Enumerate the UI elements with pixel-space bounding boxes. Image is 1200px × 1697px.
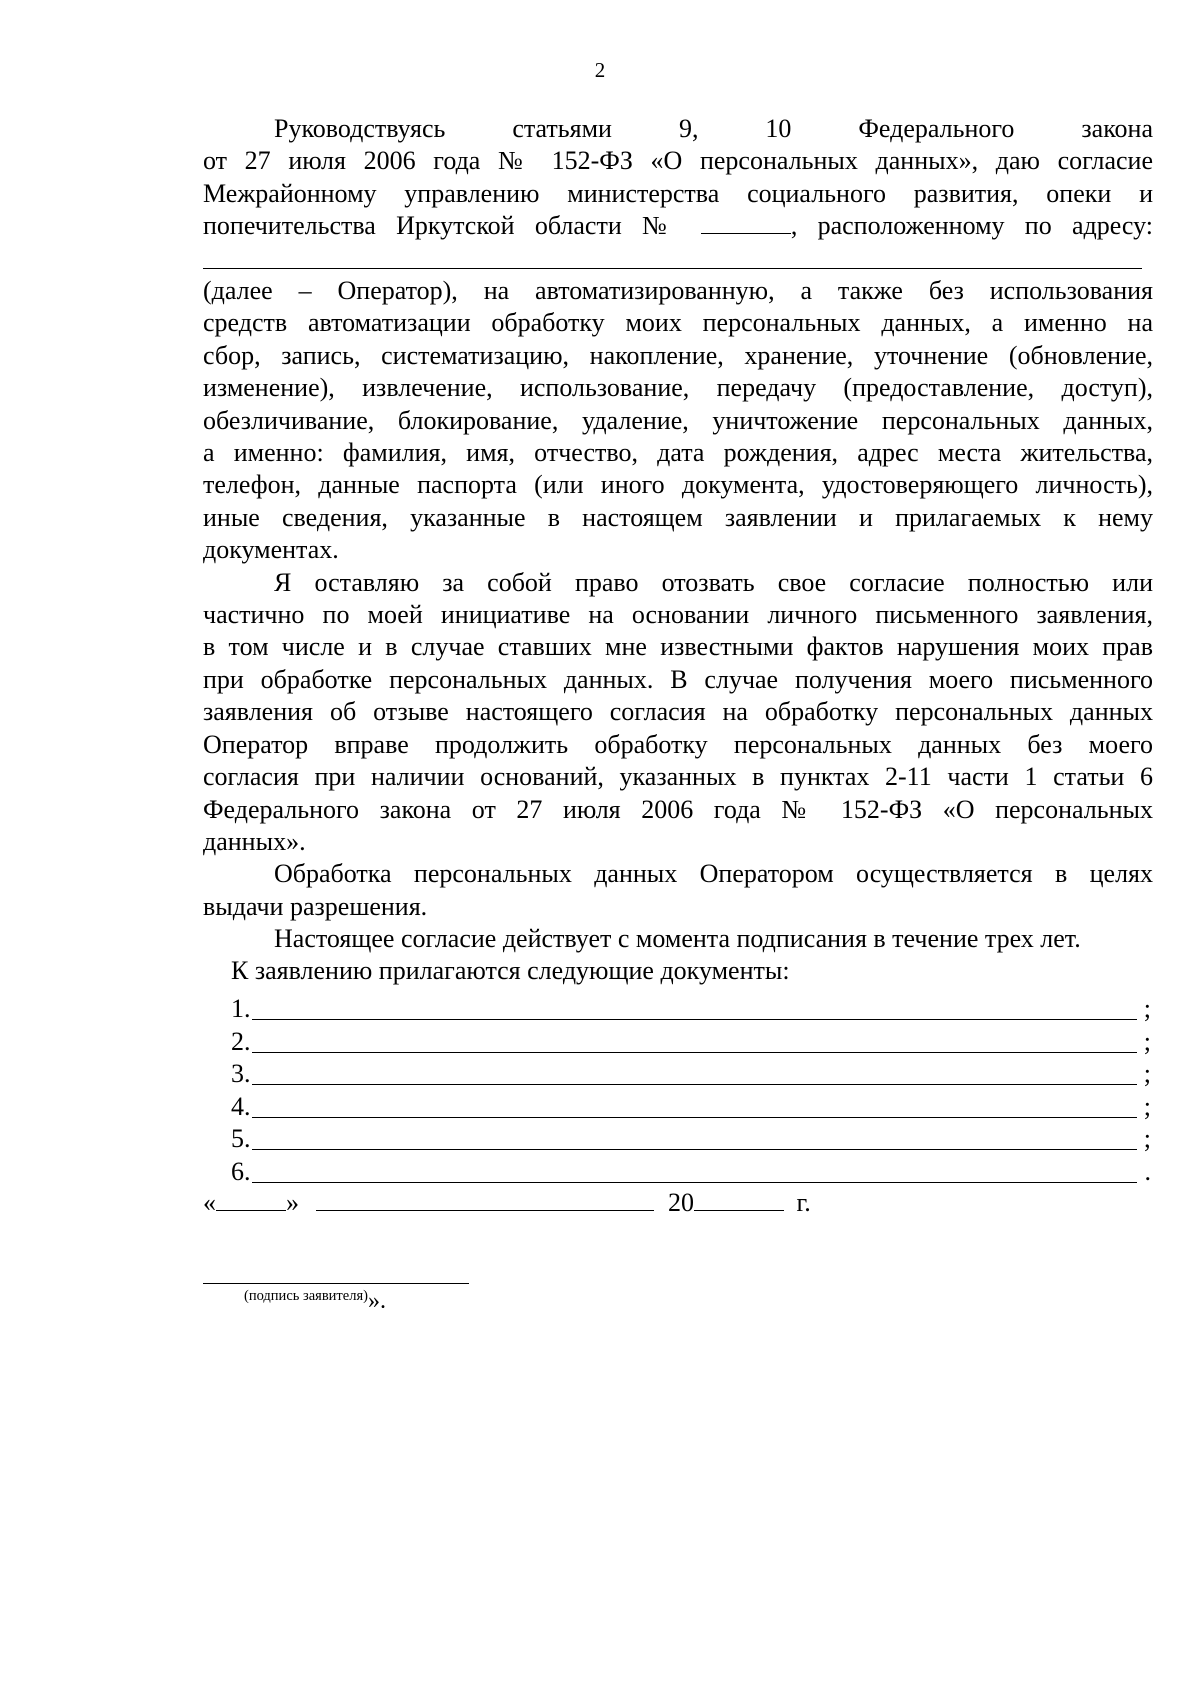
attachment-terminator: ;	[1143, 1059, 1151, 1089]
text-line: Настоящее согласие действует с момента подписания в течение трех лет.	[274, 924, 1081, 954]
attachment-number: 1.	[231, 994, 251, 1023]
consent-intro-paragraph	[203, 113, 1153, 243]
year-field[interactable]	[694, 1188, 784, 1211]
text-line: Федерального закона от 27 июля 2006 года № 152-ФЗ «О персональных	[203, 794, 1153, 824]
year-suffix: г.	[796, 1188, 811, 1217]
text-line: выдачи разрешения.	[203, 891, 428, 921]
text-line-with-blank	[203, 210, 1153, 242]
page-number: 2	[594, 58, 606, 82]
text-line: иные сведения, указанные в настоящем заявлении и прилагаемых к нему	[203, 502, 1153, 532]
signature-field-line[interactable]	[203, 1283, 469, 1284]
text-line: Руководствуясь статьями 9, 10 Федерального закона	[274, 114, 1153, 143]
attachments-title: К заявлению прилагаются следующие документы:	[231, 956, 790, 985]
attachment-field-line[interactable]	[252, 1117, 1137, 1118]
address-field-line[interactable]	[203, 268, 1142, 269]
attachment-item	[231, 1026, 1151, 1059]
signature-caption-text: (подпись заявителя)	[244, 1288, 368, 1304]
text-line: при обработке персональных данных. В случае получения моего письменного	[203, 664, 1153, 694]
attachment-terminator: ;	[1143, 994, 1151, 1023]
text-line: обезличивание, блокирование, удаление, уничтожение персональных данных,	[203, 405, 1153, 435]
attachment-number: 3.	[231, 1059, 251, 1089]
text-line: данных».	[203, 826, 306, 856]
text-line: заявления об отзыве настоящего согласия на обработку персональных данных	[203, 697, 1153, 727]
attachment-terminator: ;	[1143, 1091, 1151, 1121]
attachment-field-line[interactable]	[252, 1019, 1137, 1020]
text-line: частично по моей инициативе на основании личного письменного заявления,	[203, 600, 1153, 630]
attachment-field-line[interactable]	[252, 1182, 1137, 1183]
text-line: а именно: фамилия, имя, отчество, дата рождения, адрес места жительства,	[203, 438, 1153, 468]
attachment-terminator: ;	[1143, 1026, 1151, 1056]
attachment-item	[231, 1058, 1151, 1091]
text-line: от 27 июля 2006 года № 152-ФЗ «О персональных данных», даю согласие	[203, 146, 1153, 176]
attachment-field-line[interactable]	[252, 1149, 1137, 1150]
attachment-terminator: .	[1144, 1156, 1151, 1186]
text-line: Обработка персональных данных Оператором осуществляется в целях	[274, 859, 1153, 889]
attachment-field-line[interactable]	[252, 1052, 1137, 1053]
department-number-field[interactable]	[701, 211, 791, 234]
text-line: в том числе и в случае ставших мне известными фактов нарушения моих прав	[203, 632, 1153, 662]
text-fragment: , расположенному по адресу:	[790, 211, 1154, 241]
attachment-item	[231, 993, 1151, 1026]
text-line: изменение), извлечение, использование, передачу (предоставление, доступ),	[203, 373, 1153, 403]
signature-caption	[244, 1287, 386, 1314]
text-line: согласия при наличии оснований, указанных в пунктах 2-11 части 1 статьи 6	[203, 762, 1153, 792]
text-line: Оператор вправе продолжить обработку персональных данных без моего	[203, 729, 1153, 759]
text-line: (далее – Оператор), на автоматизированную, а также без использования	[203, 276, 1153, 305]
closing-quote: ».	[367, 1288, 386, 1314]
attachment-number: 5.	[231, 1124, 251, 1154]
year-prefix: 20	[668, 1188, 694, 1217]
text-line: телефон, данные паспорта (или иного документа, удостоверяющего личность),	[203, 470, 1153, 500]
text-line: сбор, запись, систематизацию, накопление, хранение, уточнение (обновление,	[203, 340, 1153, 370]
attachment-number: 4.	[231, 1091, 251, 1121]
attachment-number: 2.	[231, 1026, 251, 1056]
attachment-terminator: ;	[1143, 1124, 1151, 1154]
attachment-field-line[interactable]	[252, 1084, 1137, 1085]
open-quote: «	[203, 1188, 216, 1217]
text-line: Я оставляю за собой право отозвать свое согласие полностью или	[274, 567, 1153, 597]
attachment-item	[231, 1123, 1151, 1156]
attachment-item	[231, 1091, 1151, 1124]
close-quote: »	[286, 1188, 299, 1217]
text-line: документах.	[203, 535, 339, 565]
text-fragment: попечительства Иркутской области №	[203, 211, 681, 241]
attachment-item	[231, 1156, 1151, 1189]
text-line: Межрайонному управлению министерства социального развития, опеки и	[203, 178, 1153, 208]
attachments-list	[231, 993, 1151, 1189]
consent-body	[203, 275, 1153, 956]
month-field[interactable]	[316, 1188, 654, 1211]
attachment-number: 6.	[231, 1156, 251, 1186]
date-row	[203, 1187, 811, 1219]
day-field[interactable]	[216, 1188, 286, 1211]
text-line: средств автоматизации обработку моих персональных данных, а именно на	[203, 308, 1153, 338]
